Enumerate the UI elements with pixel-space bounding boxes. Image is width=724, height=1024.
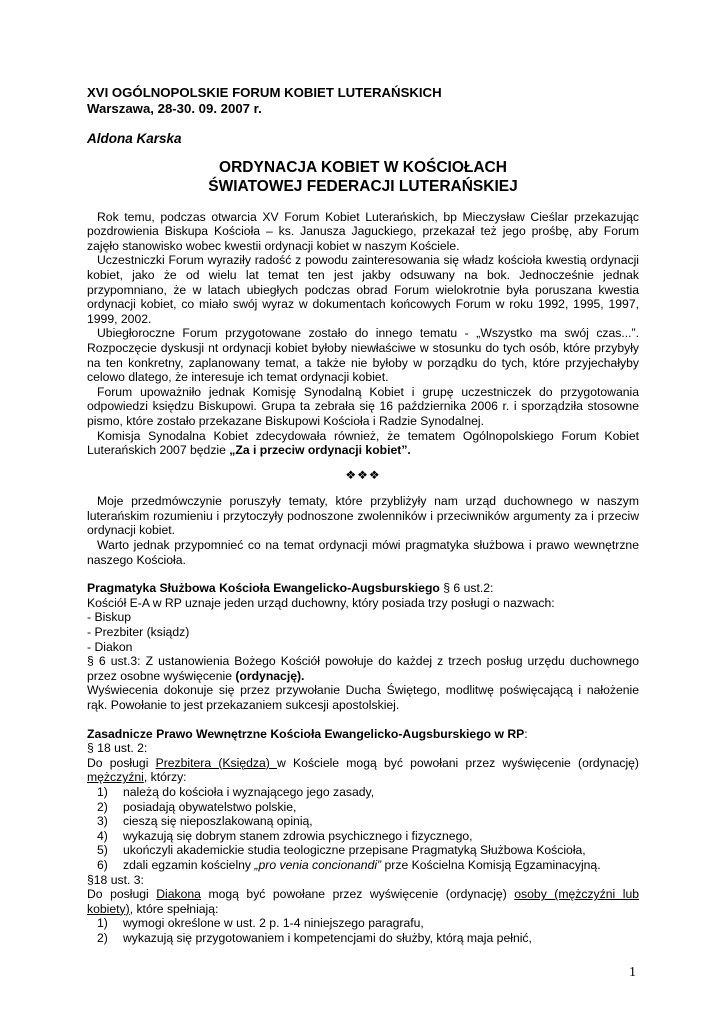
paragraph: § 18 ust. 2: <box>87 741 148 756</box>
prawo-section <box>87 727 639 946</box>
doc-title-line-1: ORDYNACJA KOBIET W KOŚCIOŁACH <box>219 158 507 176</box>
list-text: należą do kościoła i wyznającego jego zasady, <box>123 784 375 799</box>
paragraph: Warto jednak przypomnieć co na temat ordynacji mówi pragmatyka służbowa i prawo wewnętrzne naszego Kościoła. <box>87 538 639 567</box>
list-number: 1) <box>97 784 108 799</box>
list-text: cieszą się nieposzlakowaną opinią, <box>123 814 313 829</box>
section-separator: ❖❖❖ <box>345 467 381 482</box>
diakon-requirements-list <box>87 916 639 945</box>
text: w Kościele mogą być powołani przez wyświęcenie (ordynację) <box>277 755 639 770</box>
list-item <box>87 916 639 931</box>
text: , którzy: <box>143 770 187 785</box>
heading-tail: § 6 ust.2: <box>439 581 494 596</box>
doc-title <box>87 158 639 196</box>
list-item <box>87 858 639 873</box>
list-number: 5) <box>97 843 108 858</box>
list-text: prze Kościelna Komisją Egzaminacyjną. <box>381 857 601 872</box>
paragraph: Rok temu, podczas otwarcia XV Forum Kobiet Luterańskich, bp Mieczysław Cieślar przekazując pozdrowienia Biskupa Kościoła – ks. Janusza Jaguckiego, przekazał też jego prośbę, aby Forum zajęło stanowisko wobec kwestii ordynacji kobiet w naszym Kościele. <box>87 209 639 253</box>
paragraph: Wyświecenia dokonuje się przez przywołanie Ducha Świętego, modlitwę poświęcającą i nałożenie rąk. Powołanie to jest przekazaniem sukcesji apostolskiej. <box>87 683 639 712</box>
list-number: 6) <box>97 857 108 872</box>
paragraph: Moje przedmówczynie poruszyły tematy, które przybliżyły nam urząd duchownego w naszym luterańskim rozumieniu i przytoczyły podnoszone zwolenników i przeciwników argumenty za i przeciw ordynacji kobiet. <box>87 494 639 538</box>
forum-date: Warszawa, 28-30. 09. 2007 r. <box>87 101 262 116</box>
page-number: 1 <box>629 965 636 980</box>
list-number: 2) <box>97 799 108 814</box>
requirements-list <box>87 785 639 873</box>
list-number: 4) <box>97 828 108 843</box>
doc-title-line-2: ŚWIATOWEJ FEDERACJI LUTERAŃSKIEJ <box>208 177 518 195</box>
underlined-text: Diakona <box>156 887 201 902</box>
section-heading <box>87 581 639 596</box>
list-item <box>87 843 639 858</box>
paragraph <box>87 429 639 458</box>
text: mogą być powołane przez wyświęcenie (ordynację) <box>200 887 515 902</box>
list-item: - Diakon <box>87 639 133 654</box>
list-item: - Biskup <box>87 610 132 625</box>
list-text: wymogi określone w ust. 2 p. 1-4 niniejszego paragrafu, <box>123 916 424 931</box>
paragraph <box>87 654 639 683</box>
heading-text: Zasadnicze Prawo Wewnętrzne Kościoła Ewangelicko-Augsburskiego w RP <box>87 726 525 741</box>
paragraph: Ubiegłoroczne Forum przygotowane zostało do innego tematu - „Wszystko ma swój czas...”. Rozpoczęcie dyskusji nt ordynacji kobiet byłoby niewłaściwe w stosunku do tych osób, które przybyły na ten konkretny, zaplanowany temat, a także nie byłoby w porządku do tych, które przyjechałyby celowo dlatego, że interesuje ich temat ordynacji kobiet. <box>87 326 639 385</box>
list-text: wykazują się dobrym stanem zdrowia psychicznego i fizycznego, <box>123 828 473 843</box>
text: Komisja Synodalna Kobiet zdecydowała również, że tematem Ogólnopolskiego Forum Kobiet Luterańskich 2007 będzie <box>87 428 639 458</box>
paragraph <box>87 887 639 916</box>
heading-tail: : <box>524 726 528 741</box>
middle-section <box>87 494 639 567</box>
forum-theme: „Za i przeciw ordynacji kobiet”. <box>229 443 411 458</box>
list-item <box>87 829 639 844</box>
text: § 6 ust.3: Z ustanowienia Bożego Kościół powołuje do każdej z trzech posług urzędu duchownego przez osobne wyświęcenie <box>87 654 639 683</box>
paragraph: Uczestniczki Forum wyraziły radość z powodu zainteresowania się władz kościoła kwestią ordynacji kobiet, jako że od wielu lat temat ten jest jakby odsuwany na bok. Jednocześnie jednak przypomniano, że w latach ubiegłych podczas obrad Forum wielokrotnie była poruszana kwestia ordynacji kobiet, co miało swój wyraz w dokumentach końcowych Forum w roku 1992, 1995, 1997, 1999, 2002. <box>87 253 639 326</box>
section-heading <box>87 727 639 742</box>
list-number: 2) <box>97 930 108 945</box>
list-number: 3) <box>97 814 108 829</box>
list-item <box>87 931 639 946</box>
list-item: - Prezbiter (ksiądz) <box>87 625 190 640</box>
text: Do posługi <box>87 755 156 770</box>
list-text: wykazują się przygotowaniem i kompetencjami do służby, którą maja pełnić, <box>123 930 532 945</box>
paragraph <box>87 756 639 785</box>
underlined-text: mężczyźni <box>87 770 144 785</box>
heading-text: Pragmatyka Służbowa Kościoła Ewangelicko-Augsburskiego <box>87 581 440 596</box>
list-text: ukończyli akademickie studia teologiczne przepisane Pragmatyką Służbowa Kościoła, <box>123 843 586 858</box>
forum-title: XVI OGÓLNOPOLSKIE FORUM KOBIET LUTERAŃSKICH <box>87 85 442 100</box>
list-number: 1) <box>97 916 108 931</box>
bold-text: (ordynację). <box>235 668 305 683</box>
paragraph: Forum upoważniło jednak Komisję Synodalną Kobiet i grupę uczestniczek do przygotowania odpowiedzi księdzu Biskupowi. Grupa ta zebrała się 16 października 2006 r. i sporządziła stosowne pismo, które zostało przekazane Biskupowi Kościoła i Radzie Synodalnej. <box>87 384 639 428</box>
author-name: Aldona Karska <box>87 131 182 146</box>
list-item <box>87 785 639 800</box>
document-page <box>87 85 639 946</box>
underlined-text: osoby (mężczyźni lub kobiety) <box>87 887 639 916</box>
paragraph: Kościół E-A w RP uznaje jeden urząd duchowny, który posiada trzy posługi o nazwach: <box>87 595 555 610</box>
paragraph: §18 ust. 3: <box>87 872 144 887</box>
list-text: zdali egzamin kościelny <box>123 857 255 872</box>
intro-section <box>87 210 639 458</box>
underlined-text: Prezbitera (Księdza) <box>155 755 278 770</box>
italic-text: „pro venia concionandi” <box>254 857 382 872</box>
list-item <box>87 814 639 829</box>
text: , które spełniają: <box>129 901 219 916</box>
pragmatyka-section <box>87 581 639 712</box>
text: Do posługi <box>87 887 157 902</box>
list-item <box>87 800 639 815</box>
list-text: posiadają obywatelstwo polskie, <box>123 799 297 814</box>
